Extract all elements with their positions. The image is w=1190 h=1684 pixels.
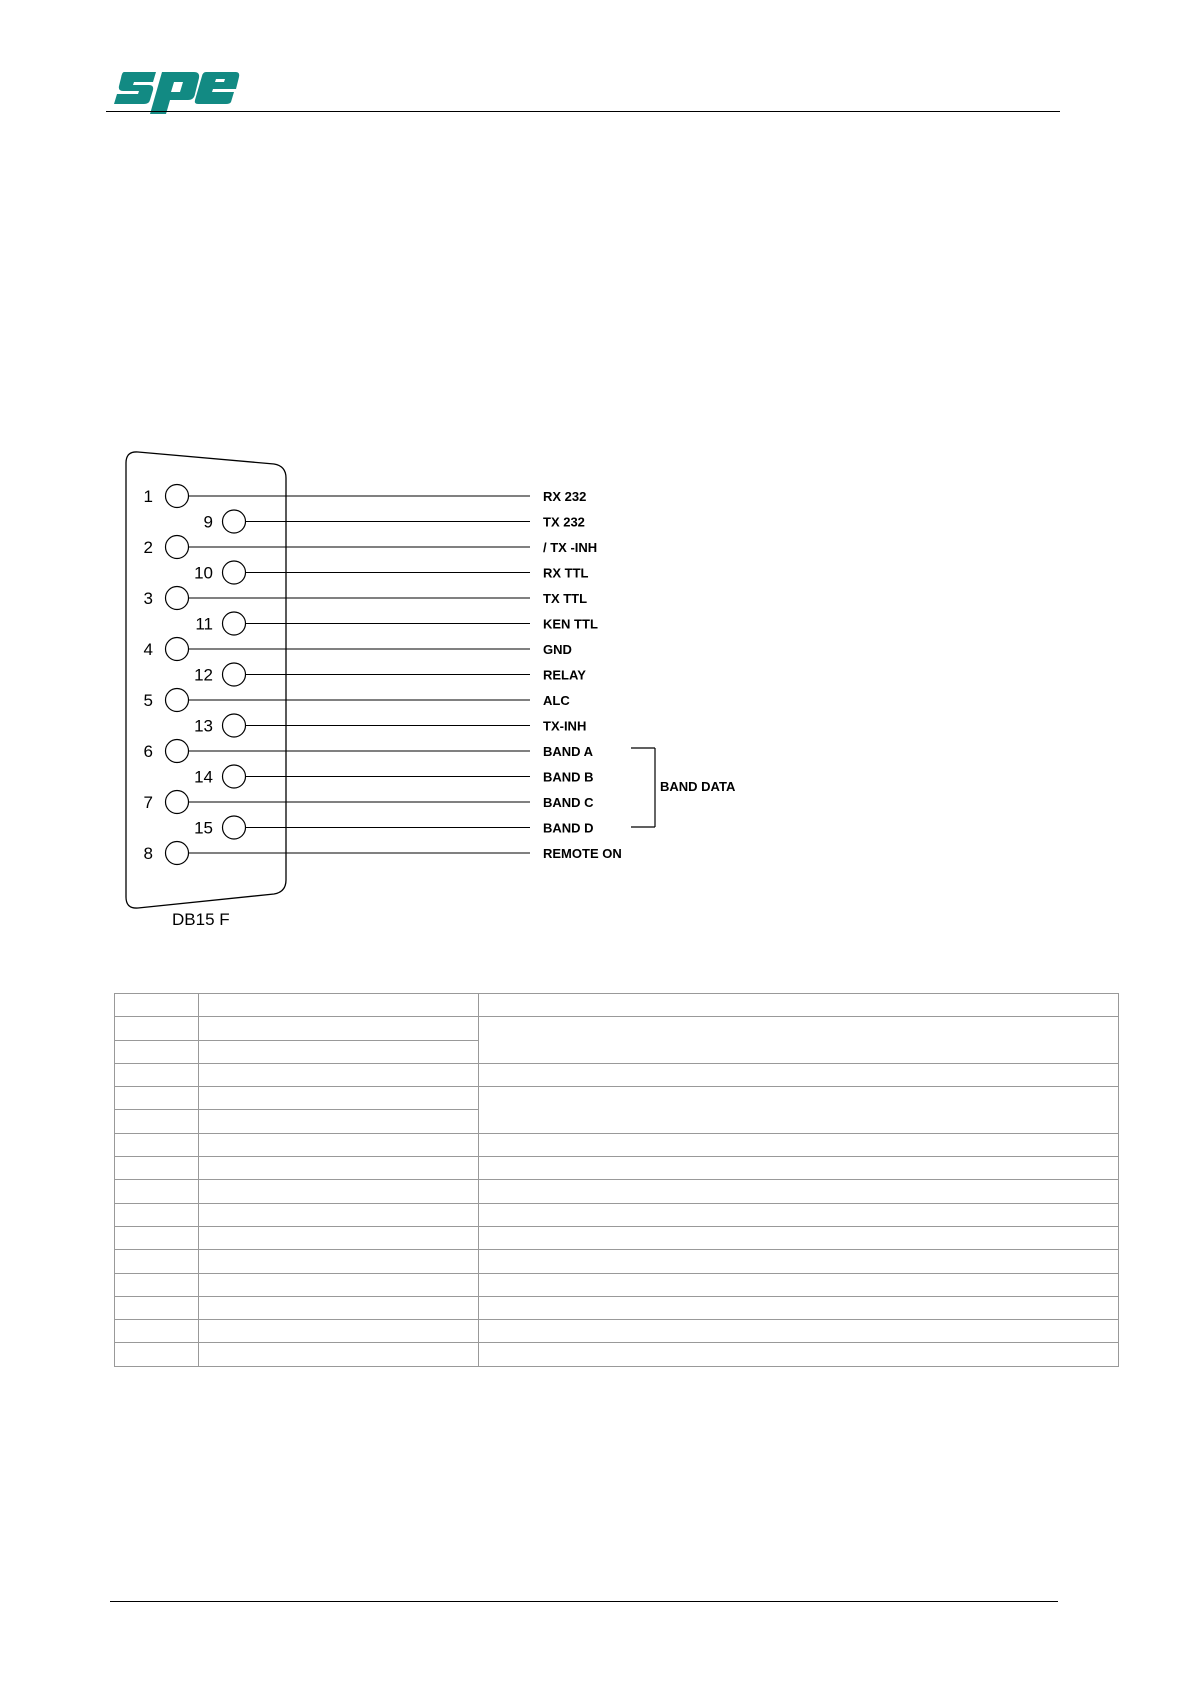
table-row [115,1017,1119,1040]
pin-1 [144,485,587,508]
pin-number: 15 [194,818,213,838]
pin-10 [194,561,588,584]
pin-number: 7 [143,793,153,812]
pin-socket [166,740,189,763]
pin-socket [166,689,189,712]
pin-socket [166,842,189,865]
signal-cell [199,1250,479,1273]
pin-description-table [114,993,1119,1367]
signal-cell [199,1063,479,1086]
pin-cell [115,1203,199,1226]
description-cell [479,1157,1119,1180]
description-cell [479,1063,1119,1086]
table-row [115,1250,1119,1273]
table-row [115,1180,1119,1203]
pin-cell [115,994,199,1017]
description-cell [479,1087,1119,1134]
signal-label: RX 232 [543,489,587,504]
description-cell [479,1180,1119,1203]
signal-label: REMOTE ON [543,846,622,861]
pin-socket [223,612,246,635]
pin-14 [194,765,593,788]
table-row [115,1063,1119,1086]
pin-12 [194,663,586,686]
pin-number: 9 [203,512,213,532]
pin-socket [166,638,189,661]
table-row [115,1343,1119,1366]
description-cell [479,1226,1119,1249]
signal-cell [199,1040,479,1063]
table-row [115,1273,1119,1296]
signal-label: GND [543,642,572,657]
pin-11 [195,612,598,635]
pin-socket [166,587,189,610]
description-cell [479,994,1119,1017]
table-row [115,1087,1119,1110]
pin-cell [115,1180,199,1203]
signal-label: ALC [543,693,570,708]
pin-number: 12 [194,665,213,685]
pin-number: 13 [194,716,213,736]
footer-rule [110,1601,1058,1602]
signal-label: BAND C [543,795,594,810]
pin-socket [166,791,189,814]
pin-cell [115,1087,199,1110]
signal-cell [199,1320,479,1343]
band-data-label: BAND DATA [660,779,736,794]
pin-4 [144,638,572,661]
pin-number: 2 [143,538,153,557]
signal-cell [199,994,479,1017]
signal-label: BAND B [543,769,594,785]
table-row [115,1133,1119,1156]
signal-label: / TX -INH [543,540,598,555]
pin-number: 5 [143,691,153,710]
pin-number: 6 [143,742,153,761]
pin-cell [115,1273,199,1296]
pin-socket [166,536,189,559]
signal-label: BAND D [543,820,594,836]
description-cell [479,1133,1119,1156]
pin-cell [115,1296,199,1319]
description-cell [479,1250,1119,1273]
signal-cell [199,1087,479,1110]
pin-13 [194,714,586,737]
pin-cell [115,1063,199,1086]
pin-cell [115,1017,199,1040]
pin-socket [223,561,246,584]
pin-cell [115,1250,199,1273]
description-cell [479,1203,1119,1226]
pin-9 [204,510,585,533]
signal-label: TX TTL [543,591,588,606]
connector-label: DB15 F [172,910,230,929]
pin-number: 1 [143,487,153,506]
description-cell [479,1017,1119,1064]
pin-socket [223,663,246,686]
signal-label: TX 232 [543,514,585,530]
signal-cell [199,1273,479,1296]
table-row [115,1203,1119,1226]
signal-label: RELAY [543,667,586,683]
pin-5 [144,689,571,712]
pin-number: 4 [143,640,153,659]
signal-cell [199,1110,479,1133]
pin-3 [144,587,588,610]
pin-8 [144,842,622,865]
pin-number: 11 [195,614,213,634]
signal-cell [199,1203,479,1226]
signal-label: KEN TTL [543,616,598,632]
table-row [115,1157,1119,1180]
signal-cell [199,1133,479,1156]
signal-cell [199,1226,479,1249]
pin-cell [115,1343,199,1366]
pin-number: 3 [143,589,153,608]
signal-label: BAND A [543,744,594,759]
pin-7 [144,791,595,814]
table-row [115,1320,1119,1343]
signal-cell [199,1157,479,1180]
pin-socket [223,714,246,737]
description-cell [479,1343,1119,1366]
pin-cell [115,1040,199,1063]
signal-label: RX TTL [543,565,589,581]
signal-cell [199,1180,479,1203]
pin-2 [144,536,598,559]
pin-number: 10 [194,563,213,583]
description-cell [479,1320,1119,1343]
band-data-bracket [631,748,736,827]
pins-layer [144,485,622,865]
pin-cell [115,1157,199,1180]
pin-socket [166,485,189,508]
description-cell [479,1273,1119,1296]
table-row [115,1226,1119,1249]
pin-cell [115,1133,199,1156]
signal-label: TX-INH [543,718,587,734]
pin-cell [115,1320,199,1343]
pin-socket [223,765,246,788]
pin-6 [144,740,594,763]
signal-cell [199,1296,479,1319]
pin-number: 8 [143,844,153,863]
pin-cell [115,1226,199,1249]
signal-cell [199,1017,479,1040]
pin-cell [115,1110,199,1133]
pin-15 [194,816,593,839]
description-cell [479,1296,1119,1319]
table-row [115,994,1119,1017]
pin-number: 14 [194,767,213,787]
signal-cell [199,1343,479,1366]
table-row [115,1296,1119,1319]
pin-socket [223,816,246,839]
table-body [115,994,1119,1367]
pin-socket [223,510,246,533]
